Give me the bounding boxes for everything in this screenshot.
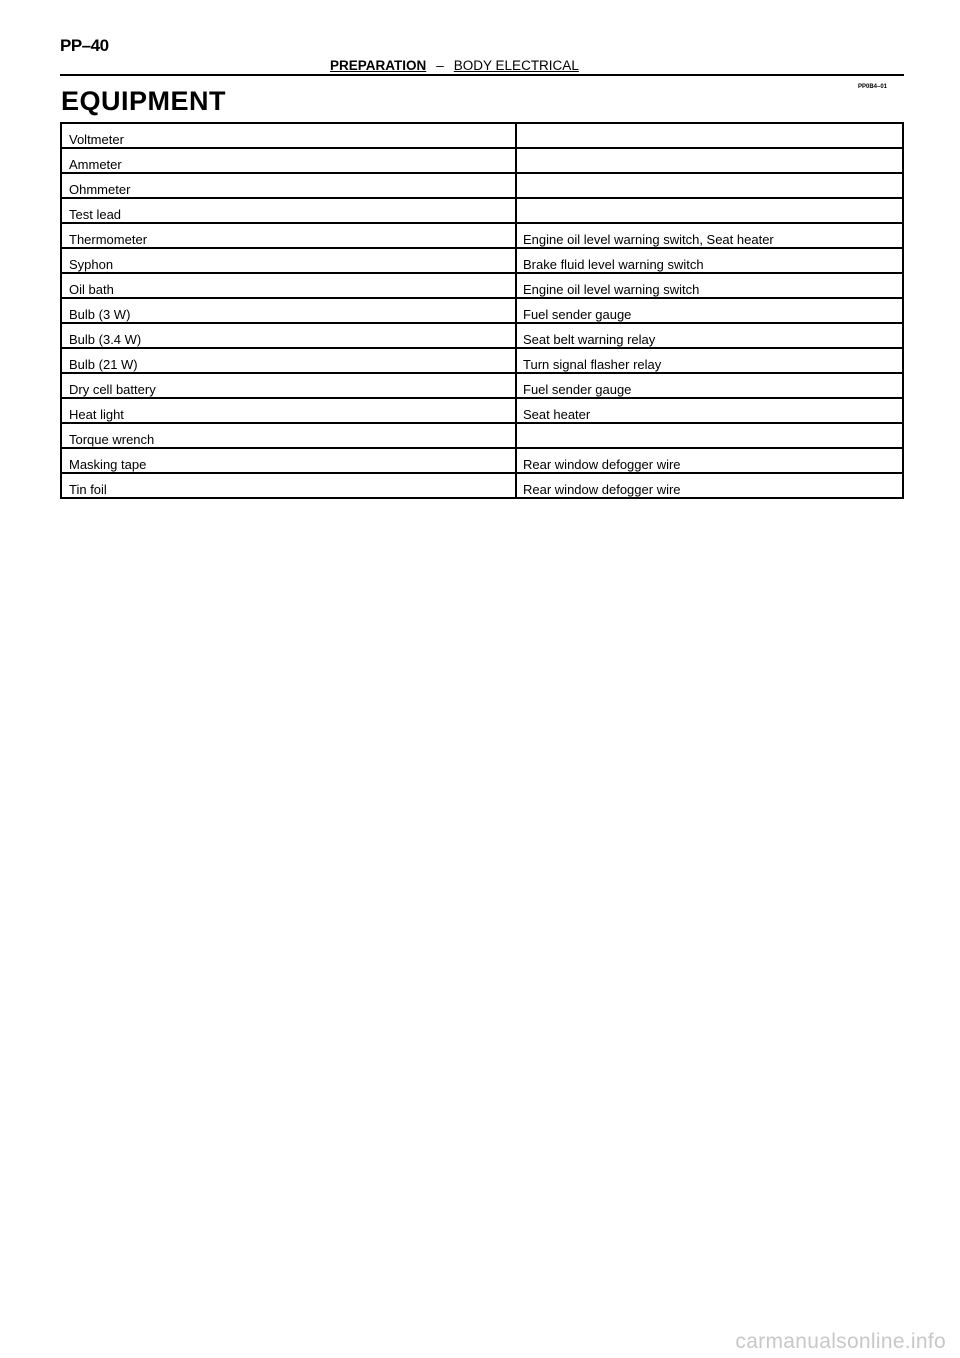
equipment-use	[516, 148, 903, 173]
equipment-use: Fuel sender gauge	[516, 298, 903, 323]
equipment-name: Ohmmeter	[61, 173, 516, 198]
table-row	[61, 223, 903, 248]
equipment-use: Seat heater	[516, 398, 903, 423]
table-row	[61, 148, 903, 173]
document-code: PP0B4–01	[858, 84, 888, 90]
equipment-use: Seat belt warning relay	[516, 323, 903, 348]
equipment-name: Voltmeter	[61, 123, 516, 148]
equipment-use: Engine oil level warning switch, Seat heater	[516, 223, 903, 248]
table-row	[61, 198, 903, 223]
equipment-table	[60, 122, 904, 499]
equipment-name: Bulb (3 W)	[61, 298, 516, 323]
equipment-name: Bulb (3.4 W)	[61, 323, 516, 348]
heading-separator: –	[436, 58, 444, 73]
equipment-use: Engine oil level warning switch	[516, 273, 903, 298]
equipment-use	[516, 423, 903, 448]
equipment-name: Heat light	[61, 398, 516, 423]
table-row	[61, 298, 903, 323]
chapter-label: PREPARATION	[330, 58, 427, 73]
section-heading	[330, 58, 579, 73]
table-row	[61, 323, 903, 348]
table-row	[61, 373, 903, 398]
table-row	[61, 473, 903, 498]
table-row	[61, 273, 903, 298]
equipment-name: Dry cell battery	[61, 373, 516, 398]
table-row	[61, 398, 903, 423]
equipment-name: Bulb (21 W)	[61, 348, 516, 373]
equipment-name: Ammeter	[61, 148, 516, 173]
equipment-use	[516, 198, 903, 223]
equipment-use: Turn signal flasher relay	[516, 348, 903, 373]
equipment-name: Masking tape	[61, 448, 516, 473]
table-row	[61, 173, 903, 198]
table-row	[61, 448, 903, 473]
equipment-name: Thermometer	[61, 223, 516, 248]
equipment-name: Tin foil	[61, 473, 516, 498]
table-row	[61, 348, 903, 373]
equipment-name: Syphon	[61, 248, 516, 273]
page-title: EQUIPMENT	[61, 86, 227, 116]
equipment-use	[516, 173, 903, 198]
equipment-use: Rear window defogger wire	[516, 473, 903, 498]
page-number: PP–40	[60, 36, 109, 55]
watermark: carmanualsonline.info	[735, 1330, 946, 1353]
equipment-name: Torque wrench	[61, 423, 516, 448]
section-label: BODY ELECTRICAL	[453, 58, 579, 73]
equipment-name: Oil bath	[61, 273, 516, 298]
table-row	[61, 423, 903, 448]
equipment-use: Brake fluid level warning switch	[516, 248, 903, 273]
header-rule	[60, 74, 904, 76]
equipment-use: Fuel sender gauge	[516, 373, 903, 398]
equipment-use	[516, 123, 903, 148]
table-row	[61, 248, 903, 273]
table-row	[61, 123, 903, 148]
equipment-name: Test lead	[61, 198, 516, 223]
equipment-use: Rear window defogger wire	[516, 448, 903, 473]
